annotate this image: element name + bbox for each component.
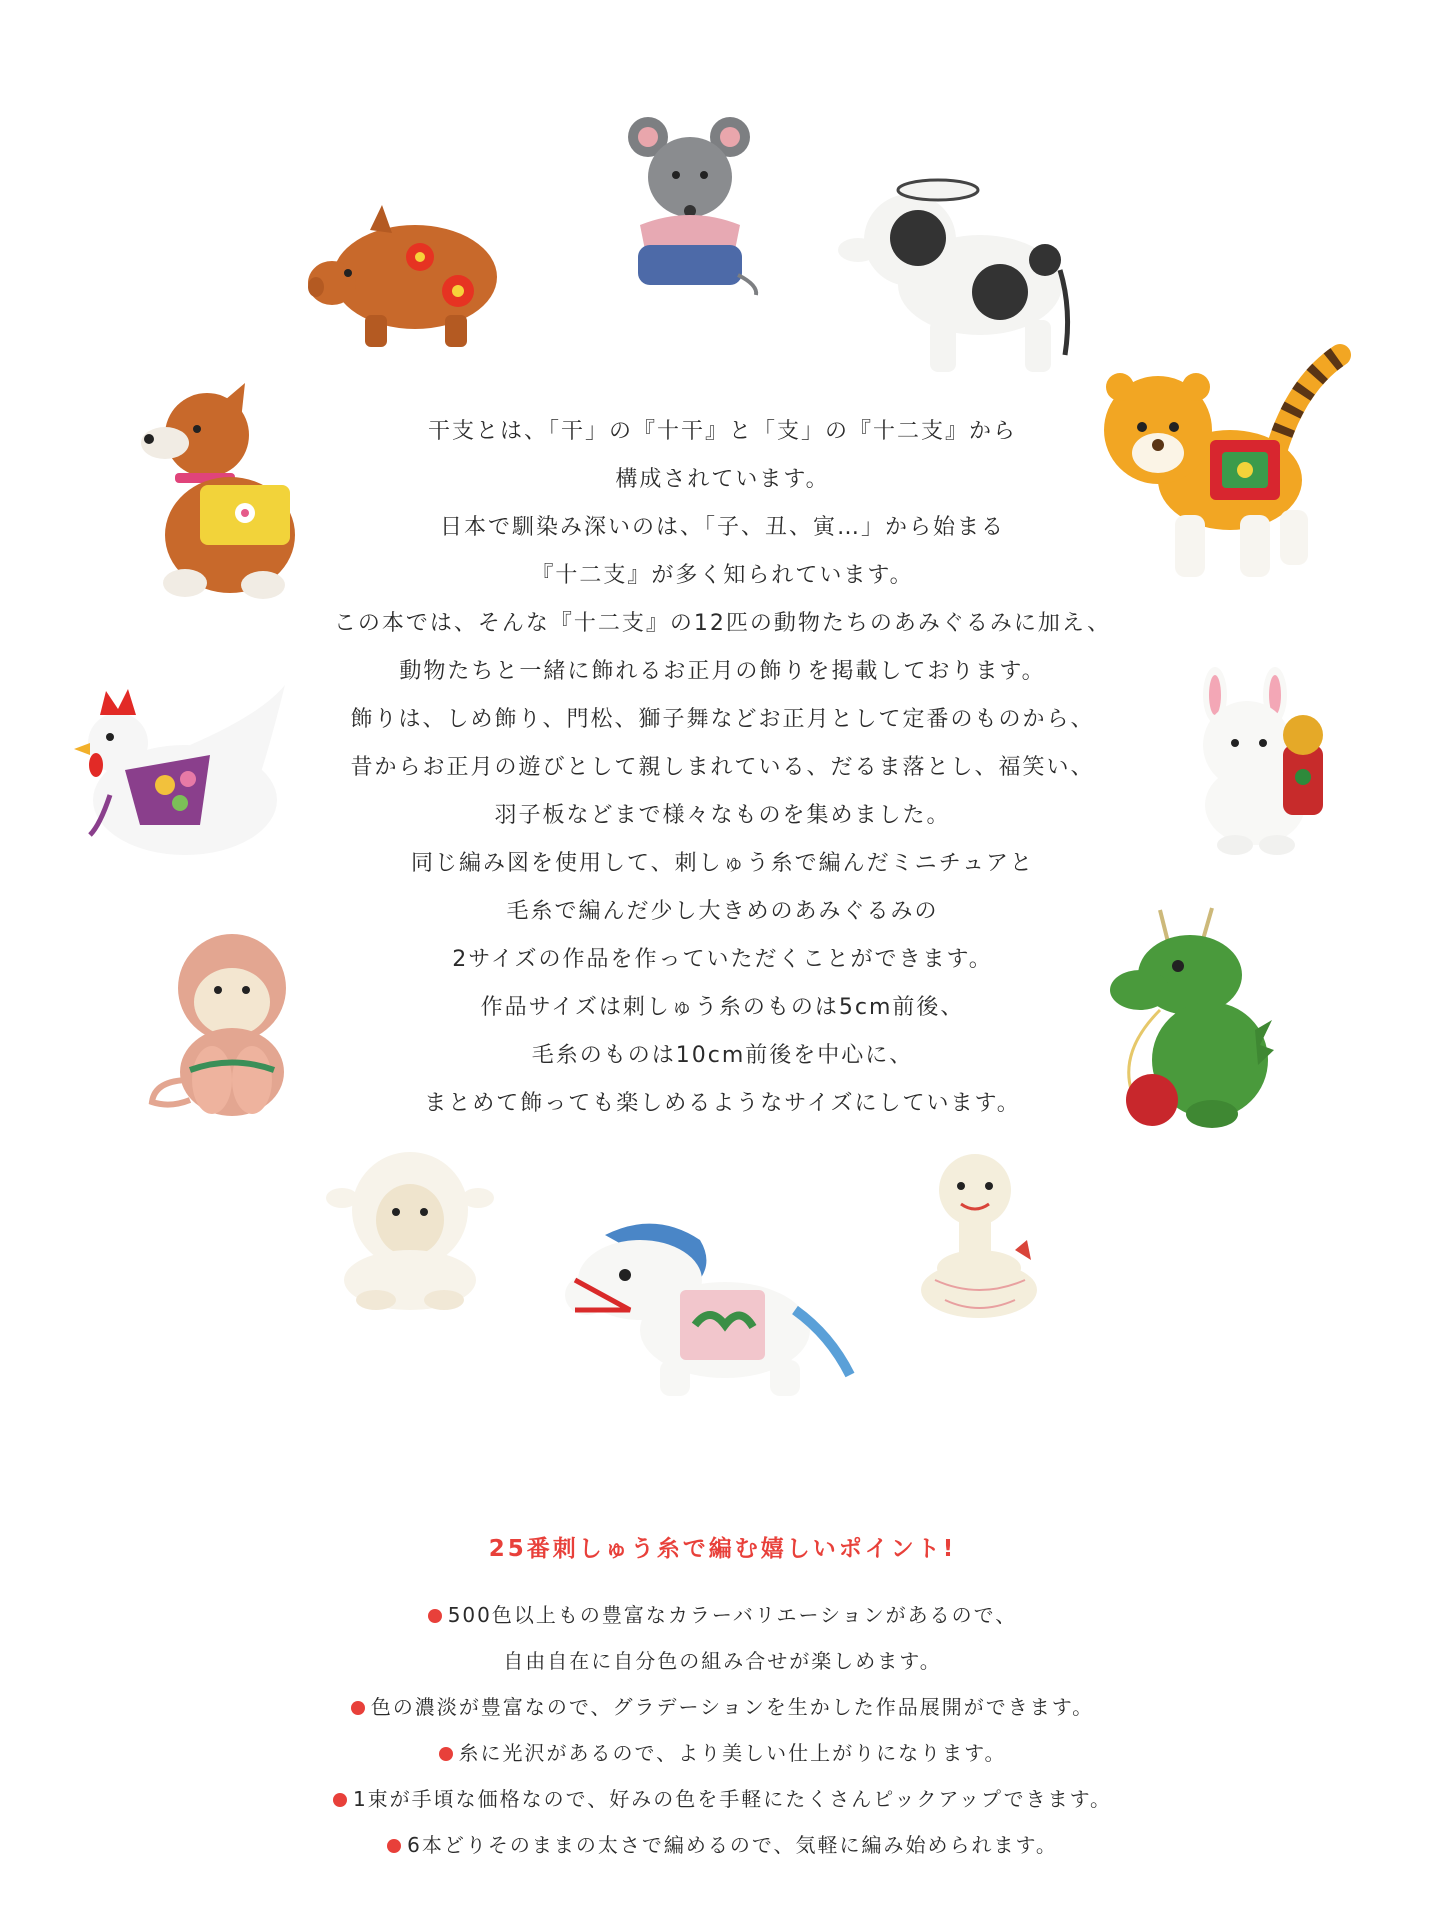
rabbit-illustration [1195,665,1330,855]
intro-line: 作品サイズは刺しゅう糸のものは5cm前後、 [480,995,965,1020]
horse-amigurumi-icon [565,1215,855,1400]
boar-amigurumi-icon [310,205,505,355]
bullet-icon [387,1839,401,1853]
point-text: 糸に光沢があるので、より美しい仕上がりになります。 [458,1741,1007,1765]
point-line [200,1822,1245,1868]
intro-line: 干支とは、「干」の『十干』と「支」の『十二支』から [427,419,1017,444]
sheep-amigurumi-icon [330,1150,490,1310]
intro-line: 同じ編み図を使用して、刺しゅう糸で編んだミニチュアと [411,851,1034,876]
intro-line: 昔からお正月の遊びとして親しまれている、だるま落とし、福笑い、 [350,755,1095,780]
ox-illustration [840,180,1075,375]
snake-amigurumi-icon [915,1150,1045,1320]
bullet-icon [333,1793,347,1807]
rabbit-amigurumi-icon [1195,665,1330,855]
mouse-illustration [618,115,768,295]
bullet-icon [428,1609,442,1623]
intro-line: 飾りは、しめ飾り、門松、獅子舞などお正月として定番のものから、 [350,707,1095,732]
intro-line: この本では、そんな『十二支』の12匹の動物たちのあみぐるみに加え、 [333,611,1112,636]
point-text: 500色以上もの豊富なカラーバリエーションがあるので、 [447,1603,1018,1627]
mouse-amigurumi-icon [618,115,768,295]
intro-line: 構成されています。 [615,467,830,492]
intro-line: 毛糸のものは10cm前後を中心に、 [531,1043,914,1068]
point-line [200,1776,1245,1822]
horse-illustration [565,1215,855,1400]
point-line [200,1592,1245,1638]
point-line [200,1638,1245,1684]
points-heading: 25番刺しゅう糸で編む嬉しいポイント! [488,1536,957,1562]
sheep-illustration [330,1150,490,1310]
snake-illustration [915,1150,1045,1320]
cow-amigurumi-icon [840,180,1075,375]
intro-line: 『十二支』が多く知られています。 [531,563,914,588]
intro-line: まとめて飾っても楽しめるようなサイズにしています。 [424,1091,1021,1116]
point-line [200,1730,1245,1776]
intro-line: 2サイズの作品を作っていただくことができます。 [452,947,993,972]
intro-line: 羽子板などまで様々なものを集めました。 [494,803,951,828]
point-text: 色の濃淡が豊富なので、グラデーションを生かした作品展開ができます。 [370,1695,1095,1719]
point-line [200,1684,1245,1730]
intro-line: 日本で馴染み深いのは、「子、丑、寅…」から始まる [439,515,1005,540]
boar-illustration [310,205,505,355]
point-text: 1束が手頃な価格なので、好みの色を手軽にたくさんピックアップできます。 [352,1787,1113,1811]
bullet-icon [351,1701,365,1715]
point-text: 6本どりそのままの太さで編めるので、気軽に編み始められます。 [407,1833,1058,1857]
intro-line: 動物たちと一緒に飾れるお正月の飾りを掲載しております。 [399,659,1046,684]
points-section [200,1532,1245,1868]
bullet-icon [439,1747,453,1761]
intro-text [250,408,1195,1128]
point-text: 自由自在に自分色の組み合せが楽しめます。 [503,1649,942,1673]
intro-line: 毛糸で編んだ少し大きめのあみぐるみの [506,899,939,924]
